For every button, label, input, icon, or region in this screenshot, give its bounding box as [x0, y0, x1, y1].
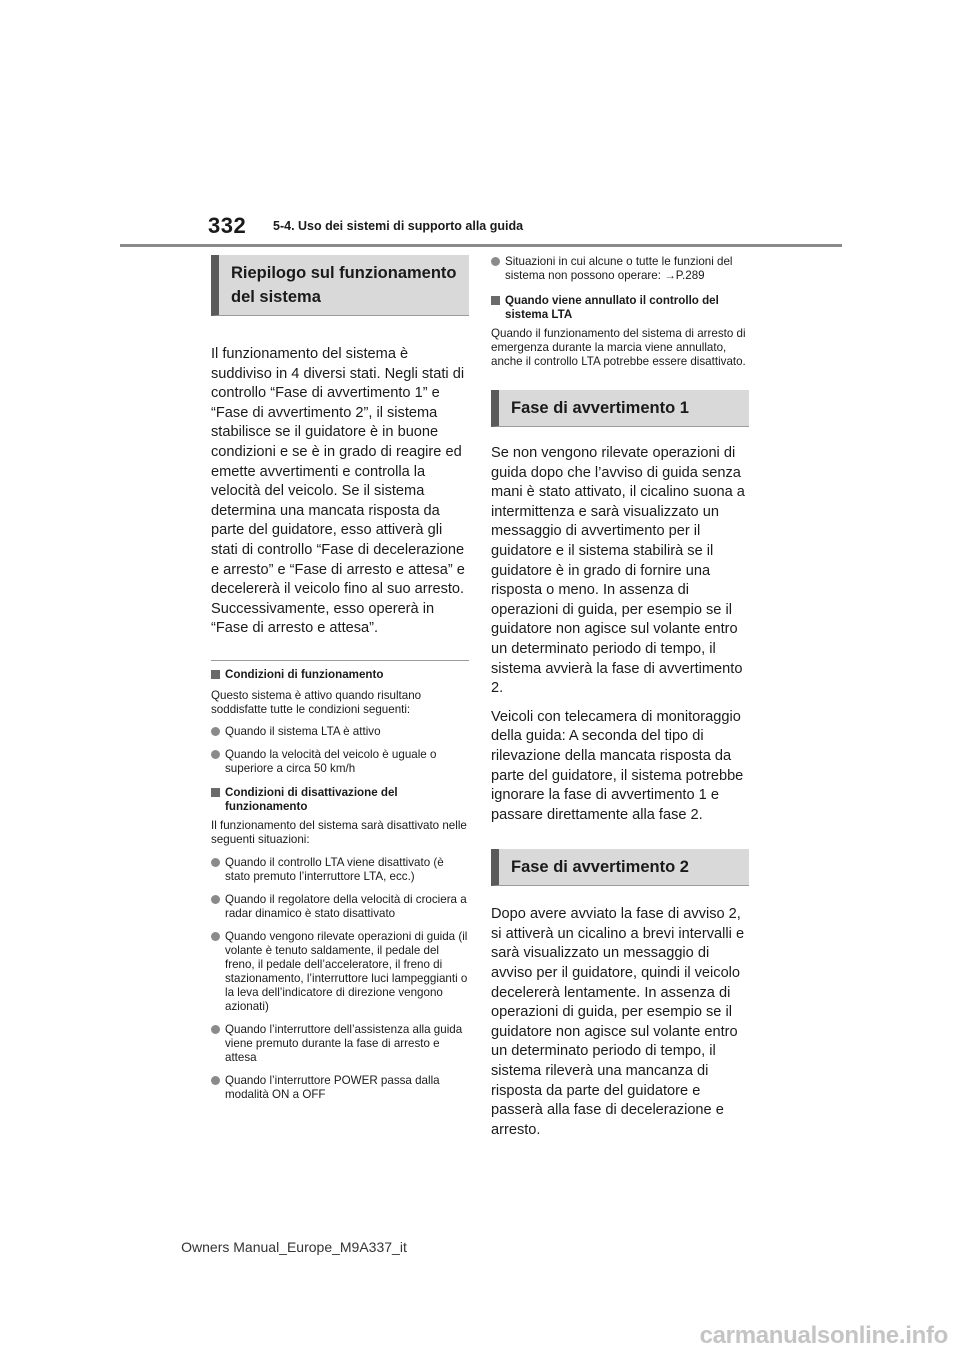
- summary-paragraph: Il funzionamento del sistema è suddiviso in 4 diversi stati. Negli stati di controllo “Fase di avvertimento 1” e “Fase di avvertimento 2”, il sistema stabilisce se il guidatore è in buone condizioni e se è in grado di reagire ed emette avvertimenti e controlla la velocità del veicolo. Se il sistema determina una mancata risposta da parte del guidatore, esso attiverà gli stati di controllo “Fase di decelerazione e arresto” e “Fase di arresto e attesa” e decelererà il veicolo fino al suo arresto. Successivamente, esso opererà in “Fase di arresto e attesa”.: [211, 346, 465, 637]
- right-column: [491, 255, 749, 1140]
- bullet-icon: [211, 1025, 220, 1034]
- phase-2-paragraph: Dopo avere avviato la fase di avviso 2, si attiverà un cicalino a brevi intervalli e sarà visualizzato un messaggio di avviso per il guidatore, quindi il veicolo decelererà lentamente. In assenza di operazioni di guida, per esempio se il guidatore non agisce sul volante entro un determinato periodo di tempo, il sistema rileverà una mancanza di risposta da parte del guidatore e passerà alla fase di decelerazione e arresto.: [491, 906, 745, 1138]
- square-bullet-icon: [491, 296, 500, 305]
- header-divider: [120, 244, 842, 247]
- square-bullet-icon: [211, 788, 220, 797]
- bullet-icon: [491, 257, 500, 266]
- document-id: [0, 1239, 960, 1255]
- section-heading-phase-2: Fase di avvertimento 2: [491, 849, 749, 886]
- list-item-text: Quando vengono rilevate operazioni di guida (il volante è tenuto saldamente, il pedale del freno, il pedale dell’acceleratore, il freno di stazionamento, l’interruttore luci lampeggianti o la leva dell’indicatore di direzione vengono azionati): [225, 929, 468, 1013]
- list-item-text: Quando la velocità del veicolo è uguale o superiore a circa 50 km/h: [225, 747, 437, 775]
- square-bullet-icon: [211, 670, 220, 679]
- sub-heading-label: Condizioni di disattivazione del funzionamento: [225, 785, 398, 813]
- sub-heading-label: Condizioni di funzionamento: [225, 667, 384, 681]
- bullet-icon: [211, 727, 220, 736]
- list-item-text: Quando l’interruttore dell’assistenza alla guida viene premuto durante la fase di arresto e attesa: [225, 1022, 463, 1064]
- list-item-text: Quando il regolatore della velocità di crociera a radar dinamico è stato disattivato: [225, 892, 467, 920]
- list-item: [211, 856, 469, 884]
- sub-heading-label: Quando viene annullato il controllo del sistema LTA: [505, 294, 719, 321]
- list-item: [211, 930, 469, 1014]
- list-item: [491, 255, 749, 283]
- left-column: [211, 255, 469, 1102]
- sub-heading-cancel: [491, 294, 749, 322]
- chapter-title: 5-4. Uso dei sistemi di supporto alla guida: [273, 219, 524, 233]
- bullet-icon: [211, 858, 220, 867]
- deactivation-text: Il funzionamento del sistema sarà disattivato nelle seguenti situazioni:: [211, 818, 467, 846]
- bullet-icon: [211, 750, 220, 759]
- list-item-text: Quando l’interruttore POWER passa dalla modalità ON a OFF: [225, 1073, 440, 1101]
- list-item-text: Situazioni in cui alcune o tutte le funzioni del sistema non possono operare: →P.289: [505, 255, 733, 282]
- section-divider: [211, 660, 469, 661]
- document-id-text: Owners Manual_Europe_M9A337_it: [181, 1239, 407, 1255]
- phase-1-paragraph: Se non vengono rilevate operazioni di guida dopo che l’avviso di guida senza mani è stato attivato, il cicalino suona a intermittenza e sarà visualizzato un messaggio di avvertimento per il guidatore e il sistema stabilirà se il guidatore è in grado di fornire una risposta o meno. In assenza di operazioni di guida, per esempio se il guidatore non agisce sul volante entro un determinato periodo di tempo, il sistema avvierà la fase di avvertimento 2.: [491, 445, 745, 697]
- list-item: [211, 748, 469, 776]
- conditions-text: Questo sistema è attivo quando risultano soddisfatte tutte le condizioni seguenti:: [211, 688, 422, 716]
- section-heading-phase-1: Fase di avvertimento 1: [491, 390, 749, 427]
- sub-heading-conditions: [211, 668, 469, 682]
- section-heading-summary: Riepilogo sul funzionamento del sistema: [211, 255, 469, 316]
- cancel-text: Quando il funzionamento del sistema di arresto di emergenza durante la marcia viene annullato, anche il controllo LTA potrebbe essere disattivato.: [491, 327, 746, 368]
- list-item: [211, 1074, 469, 1102]
- bullet-icon: [211, 1076, 220, 1085]
- list-item: [211, 1023, 469, 1065]
- bullet-icon: [211, 932, 220, 941]
- bullet-icon: [211, 895, 220, 904]
- watermark: carmanualsonline.info: [699, 1322, 948, 1349]
- sub-heading-deactivation: [211, 786, 469, 814]
- list-item-text: Quando il controllo LTA viene disattivato (è stato premuto l’interruttore LTA, ecc.): [225, 855, 444, 883]
- list-item: [211, 893, 469, 921]
- list-item-text: Quando il sistema LTA è attivo: [225, 724, 381, 738]
- list-item: [211, 725, 469, 739]
- phase-1-paragraph-2: Veicoli con telecamera di monitoraggio della guida: A seconda del tipo di rilevazione della mancata risposta da parte del guidatore, il sistema potrebbe ignorare la fase di avvertimento 1 e passare direttamente alla fase 2.: [491, 708, 744, 823]
- page-number: 332: [208, 213, 247, 238]
